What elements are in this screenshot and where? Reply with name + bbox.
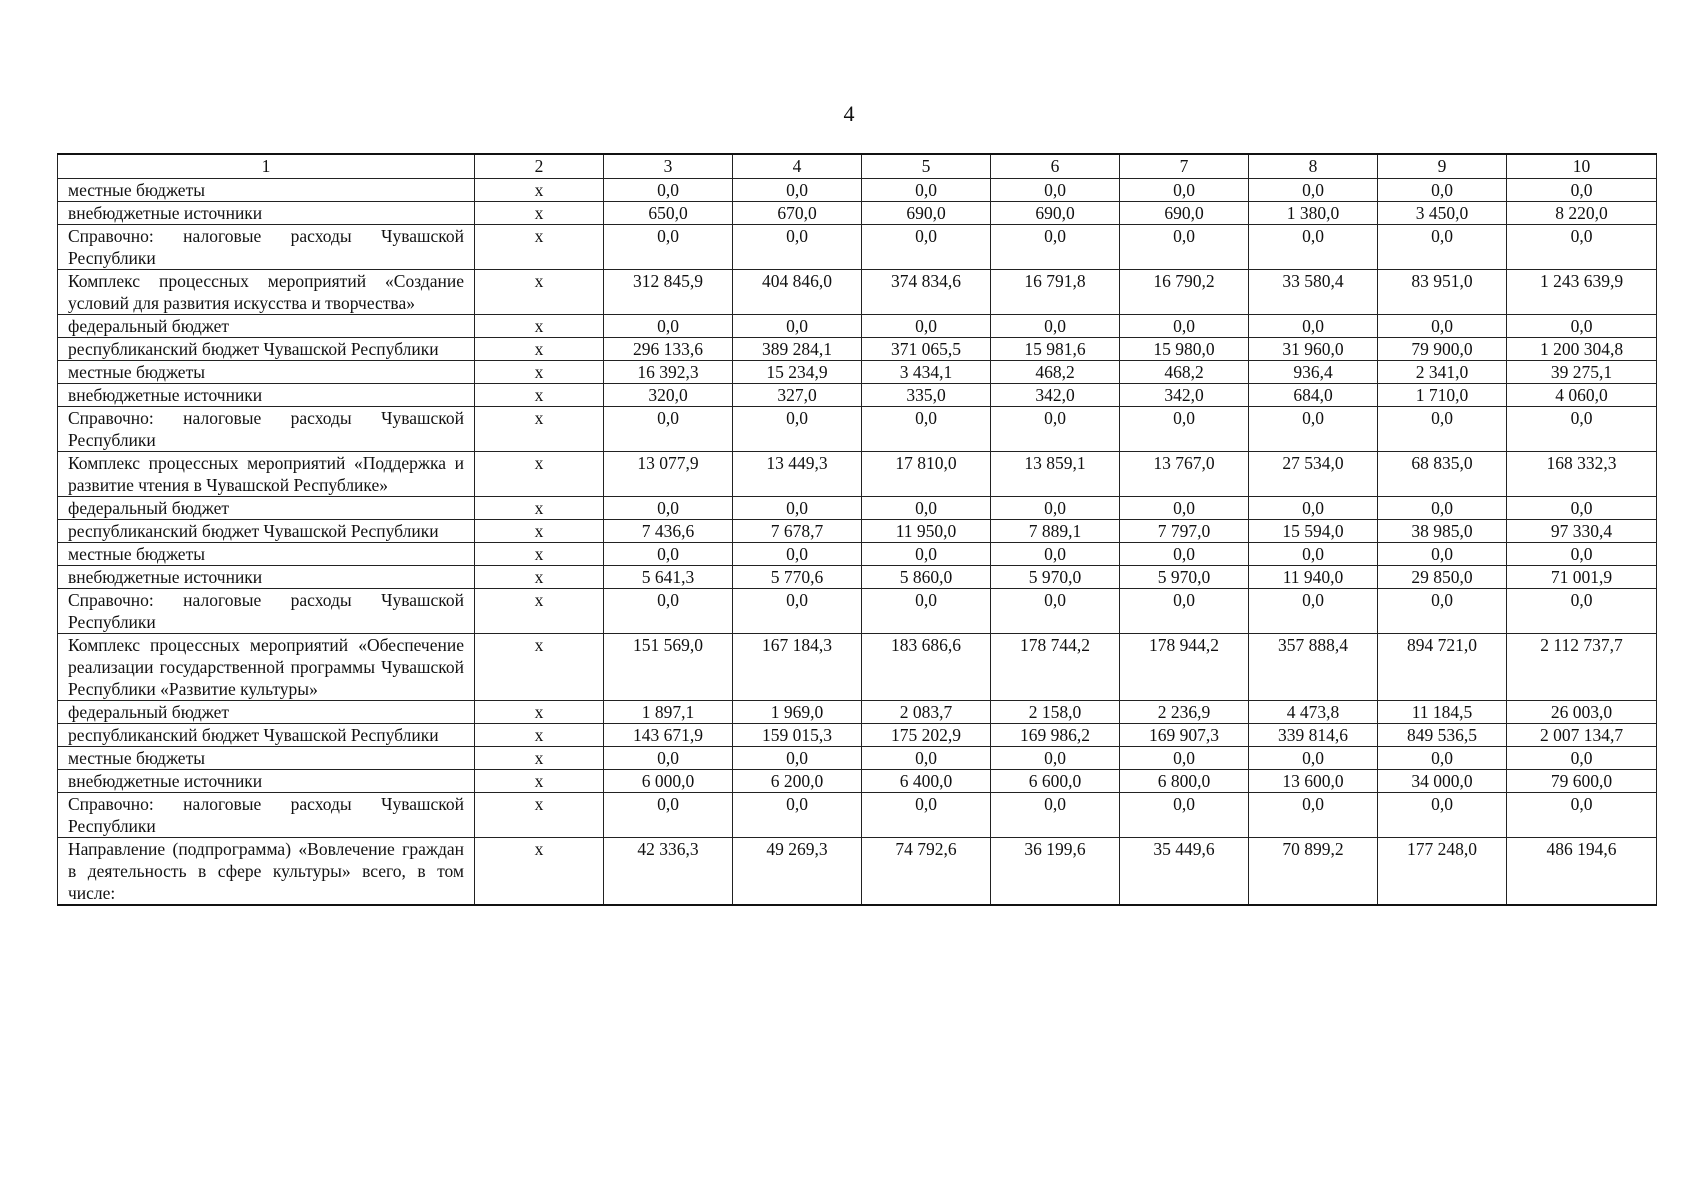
- table-body: [58, 179, 1657, 906]
- row-label: Справочно: налоговые расходы Чувашской Республики: [58, 407, 475, 452]
- value-cell: 0,0: [1120, 747, 1249, 770]
- value-cell: 74 792,6: [862, 838, 991, 906]
- value-cell: 0,0: [733, 793, 862, 838]
- column-header: 5: [862, 154, 991, 179]
- value-cell: 97 330,4: [1507, 520, 1657, 543]
- value-cell: 374 834,6: [862, 270, 991, 315]
- value-cell: 0,0: [604, 543, 733, 566]
- table-row: [58, 361, 1657, 384]
- value-cell: 169 986,2: [991, 724, 1120, 747]
- value-cell: 0,0: [1120, 315, 1249, 338]
- row-label: федеральный бюджет: [58, 701, 475, 724]
- table-row: [58, 407, 1657, 452]
- value-cell: 16 392,3: [604, 361, 733, 384]
- value-cell: 4 060,0: [1507, 384, 1657, 407]
- value-cell: 1 897,1: [604, 701, 733, 724]
- row-marker: х: [475, 793, 604, 838]
- value-cell: 175 202,9: [862, 724, 991, 747]
- row-marker: х: [475, 315, 604, 338]
- value-cell: 0,0: [862, 747, 991, 770]
- value-cell: 178 944,2: [1120, 634, 1249, 701]
- value-cell: 13 600,0: [1249, 770, 1378, 793]
- table-row: [58, 497, 1657, 520]
- value-cell: 7 436,6: [604, 520, 733, 543]
- column-header: 6: [991, 154, 1120, 179]
- value-cell: 70 899,2: [1249, 838, 1378, 906]
- value-cell: 0,0: [1120, 497, 1249, 520]
- value-cell: 0,0: [1120, 589, 1249, 634]
- table-row: [58, 315, 1657, 338]
- value-cell: 3 434,1: [862, 361, 991, 384]
- value-cell: 178 744,2: [991, 634, 1120, 701]
- value-cell: 0,0: [733, 589, 862, 634]
- value-cell: 0,0: [1378, 315, 1507, 338]
- value-cell: 7 678,7: [733, 520, 862, 543]
- row-label: местные бюджеты: [58, 747, 475, 770]
- value-cell: 167 184,3: [733, 634, 862, 701]
- value-cell: 36 199,6: [991, 838, 1120, 906]
- value-cell: 0,0: [1120, 179, 1249, 202]
- row-marker: х: [475, 225, 604, 270]
- value-cell: 168 332,3: [1507, 452, 1657, 497]
- value-cell: 468,2: [1120, 361, 1249, 384]
- table-row: [58, 724, 1657, 747]
- value-cell: 3 450,0: [1378, 202, 1507, 225]
- row-marker: х: [475, 179, 604, 202]
- row-label: Справочно: налоговые расходы Чувашской Республики: [58, 225, 475, 270]
- value-cell: 16 791,8: [991, 270, 1120, 315]
- value-cell: 0,0: [862, 543, 991, 566]
- value-cell: 0,0: [604, 225, 733, 270]
- value-cell: 0,0: [1507, 793, 1657, 838]
- value-cell: 0,0: [1249, 543, 1378, 566]
- table-row: [58, 543, 1657, 566]
- value-cell: 0,0: [733, 497, 862, 520]
- value-cell: 0,0: [1507, 589, 1657, 634]
- value-cell: 690,0: [1120, 202, 1249, 225]
- value-cell: 1 969,0: [733, 701, 862, 724]
- value-cell: 357 888,4: [1249, 634, 1378, 701]
- row-marker: х: [475, 407, 604, 452]
- table-row: [58, 566, 1657, 589]
- value-cell: 0,0: [604, 407, 733, 452]
- value-cell: 0,0: [733, 747, 862, 770]
- value-cell: 0,0: [1507, 543, 1657, 566]
- row-marker: х: [475, 838, 604, 906]
- value-cell: 312 845,9: [604, 270, 733, 315]
- value-cell: 684,0: [1249, 384, 1378, 407]
- row-marker: х: [475, 520, 604, 543]
- value-cell: 2 083,7: [862, 701, 991, 724]
- value-cell: 0,0: [1249, 747, 1378, 770]
- row-marker: х: [475, 566, 604, 589]
- value-cell: 0,0: [991, 225, 1120, 270]
- value-cell: 670,0: [733, 202, 862, 225]
- value-cell: 11 940,0: [1249, 566, 1378, 589]
- value-cell: 83 951,0: [1378, 270, 1507, 315]
- value-cell: 2 236,9: [1120, 701, 1249, 724]
- value-cell: 5 770,6: [733, 566, 862, 589]
- value-cell: 0,0: [1120, 543, 1249, 566]
- row-marker: х: [475, 270, 604, 315]
- value-cell: 1 380,0: [1249, 202, 1378, 225]
- value-cell: 0,0: [733, 225, 862, 270]
- value-cell: 296 133,6: [604, 338, 733, 361]
- column-header: 9: [1378, 154, 1507, 179]
- value-cell: 0,0: [1507, 747, 1657, 770]
- row-label: внебюджетные источники: [58, 770, 475, 793]
- table-row: [58, 270, 1657, 315]
- value-cell: 0,0: [1249, 589, 1378, 634]
- value-cell: 169 907,3: [1120, 724, 1249, 747]
- value-cell: 1 710,0: [1378, 384, 1507, 407]
- row-label: Справочно: налоговые расходы Чувашской Республики: [58, 793, 475, 838]
- row-marker: х: [475, 202, 604, 225]
- table-row: [58, 589, 1657, 634]
- value-cell: 5 641,3: [604, 566, 733, 589]
- value-cell: 26 003,0: [1507, 701, 1657, 724]
- table-row: [58, 452, 1657, 497]
- value-cell: 68 835,0: [1378, 452, 1507, 497]
- table-row: [58, 747, 1657, 770]
- column-header: 7: [1120, 154, 1249, 179]
- table-row: [58, 634, 1657, 701]
- column-number-row: [58, 154, 1657, 179]
- row-label: республиканский бюджет Чувашской Республики: [58, 724, 475, 747]
- value-cell: 486 194,6: [1507, 838, 1657, 906]
- value-cell: 0,0: [991, 179, 1120, 202]
- value-cell: 15 981,6: [991, 338, 1120, 361]
- value-cell: 0,0: [1507, 315, 1657, 338]
- value-cell: 690,0: [862, 202, 991, 225]
- value-cell: 0,0: [991, 793, 1120, 838]
- value-cell: 0,0: [862, 589, 991, 634]
- value-cell: 2 158,0: [991, 701, 1120, 724]
- value-cell: 0,0: [733, 407, 862, 452]
- value-cell: 6 800,0: [1120, 770, 1249, 793]
- value-cell: 0,0: [991, 407, 1120, 452]
- column-header: 10: [1507, 154, 1657, 179]
- value-cell: 0,0: [733, 179, 862, 202]
- row-label: республиканский бюджет Чувашской Республики: [58, 520, 475, 543]
- value-cell: 468,2: [991, 361, 1120, 384]
- table-row: [58, 225, 1657, 270]
- row-label: федеральный бюджет: [58, 315, 475, 338]
- value-cell: 0,0: [1120, 225, 1249, 270]
- value-cell: 0,0: [1249, 793, 1378, 838]
- value-cell: 0,0: [862, 225, 991, 270]
- value-cell: 342,0: [1120, 384, 1249, 407]
- value-cell: 0,0: [991, 315, 1120, 338]
- value-cell: 0,0: [604, 589, 733, 634]
- value-cell: 0,0: [733, 543, 862, 566]
- table-row: [58, 202, 1657, 225]
- value-cell: 849 536,5: [1378, 724, 1507, 747]
- value-cell: 11 184,5: [1378, 701, 1507, 724]
- value-cell: 0,0: [1249, 225, 1378, 270]
- budget-table: [57, 153, 1657, 906]
- row-label: местные бюджеты: [58, 179, 475, 202]
- value-cell: 6 000,0: [604, 770, 733, 793]
- value-cell: 0,0: [991, 543, 1120, 566]
- value-cell: 33 580,4: [1249, 270, 1378, 315]
- value-cell: 38 985,0: [1378, 520, 1507, 543]
- value-cell: 13 767,0: [1120, 452, 1249, 497]
- table-row: [58, 520, 1657, 543]
- value-cell: 0,0: [1378, 497, 1507, 520]
- value-cell: 371 065,5: [862, 338, 991, 361]
- value-cell: 650,0: [604, 202, 733, 225]
- row-marker: х: [475, 361, 604, 384]
- value-cell: 1 200 304,8: [1507, 338, 1657, 361]
- value-cell: 0,0: [1378, 543, 1507, 566]
- value-cell: 5 860,0: [862, 566, 991, 589]
- value-cell: 5 970,0: [991, 566, 1120, 589]
- value-cell: 0,0: [1378, 747, 1507, 770]
- column-header: 4: [733, 154, 862, 179]
- value-cell: 0,0: [604, 793, 733, 838]
- value-cell: 15 980,0: [1120, 338, 1249, 361]
- row-marker: х: [475, 634, 604, 701]
- value-cell: 4 473,8: [1249, 701, 1378, 724]
- value-cell: 7 797,0: [1120, 520, 1249, 543]
- value-cell: 0,0: [1120, 407, 1249, 452]
- value-cell: 8 220,0: [1507, 202, 1657, 225]
- value-cell: 7 889,1: [991, 520, 1120, 543]
- value-cell: 13 077,9: [604, 452, 733, 497]
- row-marker: х: [475, 452, 604, 497]
- value-cell: 936,4: [1249, 361, 1378, 384]
- row-marker: х: [475, 724, 604, 747]
- value-cell: 335,0: [862, 384, 991, 407]
- table-row: [58, 793, 1657, 838]
- value-cell: 339 814,6: [1249, 724, 1378, 747]
- row-marker: х: [475, 384, 604, 407]
- value-cell: 79 900,0: [1378, 338, 1507, 361]
- value-cell: 13 449,3: [733, 452, 862, 497]
- value-cell: 0,0: [1378, 179, 1507, 202]
- value-cell: 5 970,0: [1120, 566, 1249, 589]
- page-number: 4: [843, 101, 855, 126]
- value-cell: 2 112 737,7: [1507, 634, 1657, 701]
- value-cell: 177 248,0: [1378, 838, 1507, 906]
- row-label: внебюджетные источники: [58, 566, 475, 589]
- row-label: внебюджетные источники: [58, 384, 475, 407]
- table-row: [58, 838, 1657, 906]
- value-cell: 0,0: [1249, 497, 1378, 520]
- value-cell: 342,0: [991, 384, 1120, 407]
- row-label: Справочно: налоговые расходы Чувашской Республики: [58, 589, 475, 634]
- value-cell: 1 243 639,9: [1507, 270, 1657, 315]
- row-label: республиканский бюджет Чувашской Республики: [58, 338, 475, 361]
- value-cell: 0,0: [1249, 315, 1378, 338]
- value-cell: 0,0: [604, 315, 733, 338]
- value-cell: 0,0: [991, 747, 1120, 770]
- value-cell: 0,0: [1378, 793, 1507, 838]
- table-row: [58, 179, 1657, 202]
- value-cell: 0,0: [862, 407, 991, 452]
- value-cell: 151 569,0: [604, 634, 733, 701]
- value-cell: 0,0: [862, 179, 991, 202]
- table-row: [58, 338, 1657, 361]
- value-cell: 159 015,3: [733, 724, 862, 747]
- value-cell: 71 001,9: [1507, 566, 1657, 589]
- column-header: 3: [604, 154, 733, 179]
- value-cell: 42 336,3: [604, 838, 733, 906]
- row-marker: х: [475, 747, 604, 770]
- value-cell: 0,0: [862, 497, 991, 520]
- value-cell: 79 600,0: [1507, 770, 1657, 793]
- value-cell: 39 275,1: [1507, 361, 1657, 384]
- value-cell: 143 671,9: [604, 724, 733, 747]
- value-cell: 404 846,0: [733, 270, 862, 315]
- value-cell: 49 269,3: [733, 838, 862, 906]
- table-row: [58, 770, 1657, 793]
- value-cell: 6 600,0: [991, 770, 1120, 793]
- row-label: федеральный бюджет: [58, 497, 475, 520]
- value-cell: 16 790,2: [1120, 270, 1249, 315]
- row-marker: х: [475, 701, 604, 724]
- value-cell: 34 000,0: [1378, 770, 1507, 793]
- value-cell: 11 950,0: [862, 520, 991, 543]
- value-cell: 0,0: [1507, 497, 1657, 520]
- row-label: местные бюджеты: [58, 361, 475, 384]
- row-label: внебюджетные источники: [58, 202, 475, 225]
- row-label: Комплекс процессных мероприятий «Создание условий для развития искусства и творчества»: [58, 270, 475, 315]
- value-cell: 0,0: [991, 497, 1120, 520]
- table-row: [58, 701, 1657, 724]
- value-cell: 0,0: [1378, 589, 1507, 634]
- value-cell: 6 400,0: [862, 770, 991, 793]
- value-cell: 389 284,1: [733, 338, 862, 361]
- row-label: Комплекс процессных мероприятий «Обеспечение реализации государственной программы Чувашской Республики «Развитие культуры»: [58, 634, 475, 701]
- column-header: 8: [1249, 154, 1378, 179]
- value-cell: 690,0: [991, 202, 1120, 225]
- value-cell: 35 449,6: [1120, 838, 1249, 906]
- value-cell: 0,0: [1507, 179, 1657, 202]
- value-cell: 0,0: [1378, 225, 1507, 270]
- value-cell: 6 200,0: [733, 770, 862, 793]
- value-cell: 0,0: [1378, 407, 1507, 452]
- row-marker: х: [475, 497, 604, 520]
- value-cell: 0,0: [1507, 407, 1657, 452]
- value-cell: 0,0: [604, 747, 733, 770]
- value-cell: 15 594,0: [1249, 520, 1378, 543]
- table-row: [58, 384, 1657, 407]
- row-marker: х: [475, 770, 604, 793]
- value-cell: 183 686,6: [862, 634, 991, 701]
- value-cell: 29 850,0: [1378, 566, 1507, 589]
- row-marker: х: [475, 543, 604, 566]
- value-cell: 0,0: [862, 793, 991, 838]
- column-header: 2: [475, 154, 604, 179]
- row-marker: х: [475, 589, 604, 634]
- value-cell: 320,0: [604, 384, 733, 407]
- value-cell: 0,0: [1249, 407, 1378, 452]
- value-cell: 0,0: [1249, 179, 1378, 202]
- value-cell: 0,0: [1507, 225, 1657, 270]
- value-cell: 0,0: [604, 179, 733, 202]
- value-cell: 0,0: [862, 315, 991, 338]
- value-cell: 17 810,0: [862, 452, 991, 497]
- value-cell: 327,0: [733, 384, 862, 407]
- row-marker: х: [475, 338, 604, 361]
- row-label: местные бюджеты: [58, 543, 475, 566]
- value-cell: 13 859,1: [991, 452, 1120, 497]
- value-cell: 0,0: [991, 589, 1120, 634]
- value-cell: 0,0: [604, 497, 733, 520]
- value-cell: 2 007 134,7: [1507, 724, 1657, 747]
- value-cell: 27 534,0: [1249, 452, 1378, 497]
- value-cell: 15 234,9: [733, 361, 862, 384]
- value-cell: 31 960,0: [1249, 338, 1378, 361]
- row-label: Направление (подпрограмма) «Вовлечение граждан в деятельность в сфере культуры» всего, в том числе:: [58, 838, 475, 906]
- value-cell: 0,0: [1120, 793, 1249, 838]
- row-label: Комплекс процессных мероприятий «Поддержка и развитие чтения в Чувашской Республике»: [58, 452, 475, 497]
- column-header: 1: [58, 154, 475, 179]
- value-cell: 0,0: [733, 315, 862, 338]
- value-cell: 2 341,0: [1378, 361, 1507, 384]
- value-cell: 894 721,0: [1378, 634, 1507, 701]
